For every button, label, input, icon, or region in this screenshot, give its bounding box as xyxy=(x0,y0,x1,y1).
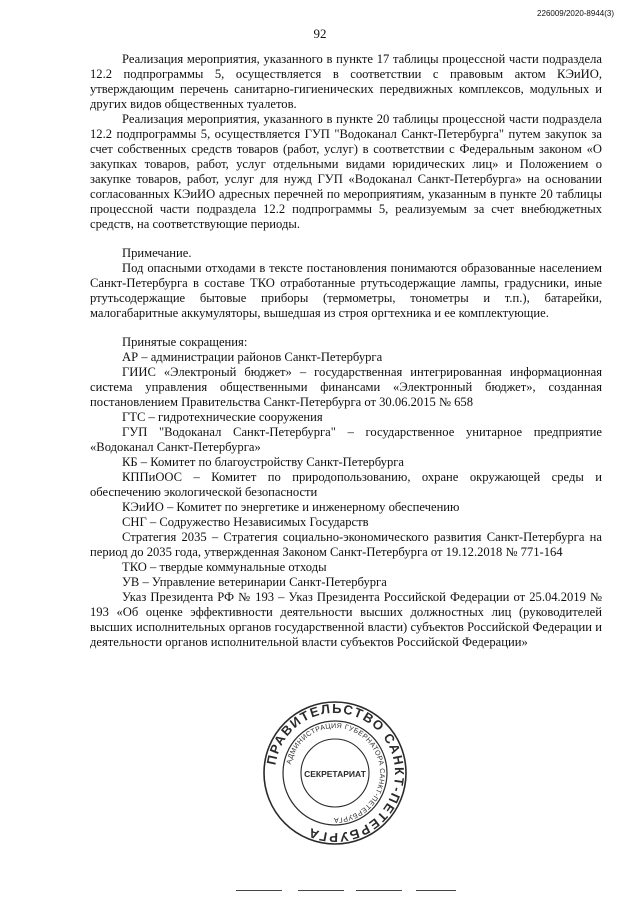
page-number: 92 xyxy=(313,26,327,41)
document-id: 226009/2020-8944(3) xyxy=(537,9,614,18)
abbreviation-item: КППиООС – Комитет по природопользованию, охране окружающей среды и обеспечению экологической безопасности xyxy=(90,470,602,499)
abbreviation-item: КЭиИО – Комитет по энергетике и инженерному обеспечению xyxy=(122,500,460,514)
stamp-center-text: СЕКРЕТАРИАТ xyxy=(304,769,366,779)
stamp-inner-text: АДМИНИСТРАЦИЯ ГУБЕРНАТОРА САНКТ-ПЕТЕРБУРГА xyxy=(285,722,386,824)
note-title: Примечание. xyxy=(122,246,192,260)
abbreviation-item: ГИИС «Электроный бюджет» – государственная интегрированная информационная система управления общественными финансами «Электронный бюджет», созданная постановлением Правительства Санкт-Петербурга от 30.06.2015 № 658 xyxy=(90,365,602,409)
abbreviation-item: УВ – Управление ветеринарии Санкт-Петербурга xyxy=(122,575,387,589)
abbreviation-item: СНГ – Содружество Независимых Государств xyxy=(122,515,369,529)
abbreviation-item: АР – администрации районов Санкт-Петербурга xyxy=(122,350,383,364)
paragraph-item-20: Реализация мероприятия, указанного в пункте 20 таблицы процессной части подраздела 12.2 подпрограммы 5, осуществляется ГУП "Водоканал Санкт-Петербурга" путем закупок за счет собственных средств товаров (работ, услуг) в соответствии с Федеральным законом «О закупках товаров, работ, услуг отдельными видами юридических лиц» и Положением о закупке товаров, работ, услуг для нужд ГУП «Водоканал Санкт-Петербурга» на основании согласованных КЭиИО адресных перечней по мероприятиям, указанным в пункте 20 таблицы процессной части подраздела 12.2 подпрограммы 5, реализуемым за счет внебюджетных средств, на соответствующие периоды. xyxy=(90,112,602,231)
note-text: Под опасными отходами в тексте постановления понимаются образованные населением Санкт-Петербурга в составе ТКО отработанные ртутьсодержащие лампы, градусники, иные ртутьсодержащие бытовые приборы (термометры, тонометры и т.п.), батарейки, малогабаритные аккумуляторы, вышедшая из строя оргтехника и ее комплектующие. xyxy=(90,261,602,320)
abbreviation-item: Стратегия 2035 – Стратегия социально-экономического развития Санкт-Петербурга на период до 2035 года, утвержденная Законом Санкт-Петербурга от 19.12.2018 № 771-164 xyxy=(90,530,602,559)
abbreviation-item: ТКО – твердые коммунальные отходы xyxy=(122,560,327,574)
secretariat-stamp xyxy=(262,700,408,846)
abbreviation-item: Указ Президента РФ № 193 – Указ Президента Российской Федерации от 25.04.2019 № 193 «Об оценке эффективности деятельности высших должностных лиц (руководителей высших исполнительных органов государственной власти) субъектов Российской Федерации и деятельности органов исполнительной власти субъектов Российской Федерации» xyxy=(90,590,602,649)
bottom-rule-lines xyxy=(236,890,466,891)
paragraph-item-17: Реализация мероприятия, указанного в пункте 17 таблицы процессной части подраздела 12.2 подпрограммы 5, осуществляется в соответствии с правовым актом КЭиИО, утверждающим перечень санитарно-гигиенических передвижных комплексов, модульных и других видов общественных туалетов. xyxy=(90,52,602,111)
abbreviation-item: КБ – Комитет по благоустройству Санкт-Петербурга xyxy=(122,455,404,469)
abbreviations-title: Принятые сокращения: xyxy=(122,335,248,349)
abbreviation-item: ГТС – гидротехнические сооружения xyxy=(122,410,323,424)
stamp-outer-text: ПРАВИТЕЛЬСТВО САНКТ-ПЕТЕРБУРГА xyxy=(263,700,408,846)
abbreviation-item: ГУП "Водоканал Санкт-Петербурга" – государственное унитарное предприятие «Водоканал Санкт-Петербурга» xyxy=(90,425,602,454)
document-body xyxy=(90,52,602,650)
